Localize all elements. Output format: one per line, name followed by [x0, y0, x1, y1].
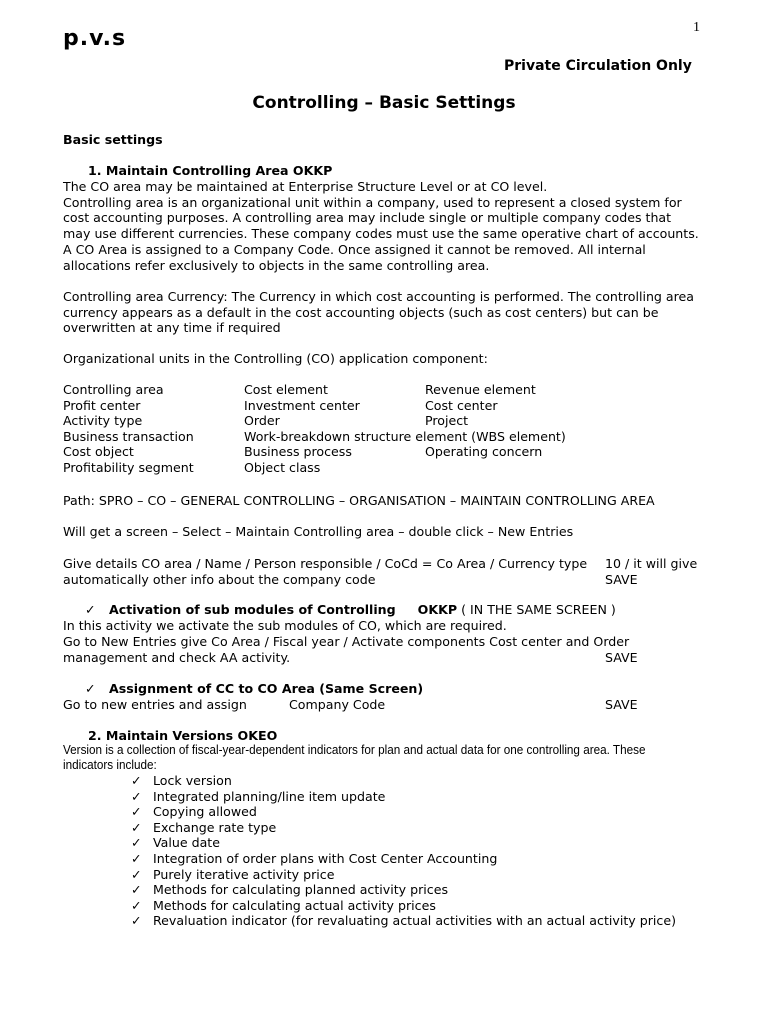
activation-text: management and check AA activity. — [63, 650, 291, 665]
list-item-label: Methods for calculating actual activity prices — [153, 897, 436, 913]
table-cell: Investment center — [244, 397, 360, 413]
save-label: SAVE — [605, 572, 638, 587]
list-item-label: Value date — [153, 835, 220, 851]
checkmark-icon: ✓ — [131, 913, 142, 929]
version-indicator-list — [131, 773, 676, 929]
table-row — [63, 413, 566, 429]
page-title: Controlling – Basic Settings — [252, 93, 516, 113]
table-cell: Project — [425, 413, 469, 428]
activation-line: In this activity we activate the sub modules of CO, which are required. — [63, 618, 507, 633]
paragraph-line: Controlling area is an organizational unit within a company, used to represent a closed system for — [63, 194, 682, 210]
checkmark-icon: ✓ — [131, 773, 142, 788]
table-cell: Cost center — [425, 397, 498, 413]
list-item — [131, 835, 676, 851]
checkmark-icon: ✓ — [85, 602, 96, 617]
details-line — [63, 572, 703, 588]
table-cell — [425, 460, 566, 476]
table-row — [63, 444, 566, 460]
assignment-line — [63, 697, 703, 713]
assignment-heading-title: Assignment of CC to CO Area (Same Screen) — [109, 681, 424, 696]
currency-paragraph — [63, 289, 694, 336]
table-row — [63, 429, 566, 445]
checkmark-icon: ✓ — [85, 681, 96, 696]
assignment-company-code: Company Code — [289, 697, 386, 712]
paragraph-line: A CO Area is assigned to a Company Code. Once assigned it cannot be removed. All internal — [63, 241, 646, 257]
list-item — [131, 851, 676, 867]
list-item — [131, 867, 676, 883]
table-cell: Profitability segment — [63, 459, 194, 475]
checkmark-icon: ✓ — [131, 866, 142, 882]
list-item-label: Exchange rate type — [153, 819, 277, 835]
table-cell: Cost element — [244, 382, 328, 397]
list-item — [131, 804, 676, 820]
table-cell: Object class — [244, 459, 321, 475]
org-units-intro: Organizational units in the Controlling (CO) application component: — [63, 351, 488, 366]
paragraph-line: may use different currencies. These company codes must use the same operative chart of accounts. — [63, 226, 699, 242]
details-line — [63, 556, 703, 572]
table-cell: Operating concern — [425, 444, 543, 459]
section-2-heading: 2. Maintain Versions OKEO — [88, 728, 278, 743]
paragraph-line: The CO area may be maintained at Enterprise Structure Level or at CO level. — [63, 179, 548, 194]
table-row — [63, 398, 566, 414]
table-cell: Business process — [244, 444, 352, 459]
org-units-table — [63, 382, 566, 475]
save-label: SAVE — [605, 697, 638, 712]
list-item — [131, 820, 676, 836]
list-item — [131, 898, 676, 914]
list-item — [131, 789, 676, 805]
list-item-label: Integrated planning/line item update — [153, 788, 386, 804]
table-row — [63, 460, 566, 476]
table-cell: Business transaction — [63, 428, 194, 444]
list-item — [131, 882, 676, 898]
list-item — [131, 913, 676, 929]
table-cell: Controlling area — [63, 382, 164, 397]
spro-path: Path: SPRO – CO – GENERAL CONTROLLING – ORGANISATION – MAINTAIN CONTROLLING AREA — [63, 493, 655, 508]
activation-heading — [85, 602, 616, 617]
list-item-label: Integration of order plans with Cost Center Accounting — [153, 850, 498, 866]
details-suffix: 10 / it will give — [605, 556, 698, 571]
brand-logo-text: p.v.s — [63, 26, 127, 51]
version-description: Version is a collection of fiscal-year-dependent indicators for plan and actual data for one controlling area. These indicators include: — [63, 743, 646, 772]
table-cell: Activity type — [63, 413, 143, 428]
list-item-label: Methods for calculating planned activity prices — [153, 882, 449, 898]
activation-heading-title: Activation of sub modules of Controlling — [109, 602, 396, 617]
paragraph-line: allocations refer exclusively to objects in the same controlling area. — [63, 257, 490, 273]
paragraph-line: overwritten at any time if required — [63, 320, 281, 336]
checkmark-icon: ✓ — [131, 897, 142, 913]
assignment-text: Go to new entries and assign — [63, 697, 247, 712]
screen-note: Will get a screen – Select – Maintain Controlling area – double click – New Entries — [63, 524, 574, 539]
paragraph-line: cost accounting purposes. A controlling area may include single or multiple company codes that — [63, 210, 672, 226]
list-item-label: Revaluation indicator (for revaluating actual activities with an actual activity price) — [153, 913, 676, 929]
checkmark-icon: ✓ — [131, 835, 142, 851]
section-1-paragraph — [63, 179, 699, 273]
save-label: SAVE — [605, 650, 638, 665]
assignment-heading — [85, 681, 423, 696]
paragraph-line: Controlling area Currency: The Currency in which cost accounting is performed. The controlling area — [63, 289, 695, 304]
activation-line: Go to New Entries give Co Area / Fiscal year / Activate components Cost center and Order — [63, 634, 630, 649]
section-1-heading: 1. Maintain Controlling Area OKKP — [88, 163, 333, 178]
list-item — [131, 773, 676, 789]
details-text: automatically other info about the company code — [63, 572, 376, 587]
checkmark-icon: ✓ — [131, 804, 142, 820]
table-cell: Profit center — [63, 397, 141, 413]
list-item-label: Lock version — [153, 773, 232, 788]
circulation-notice: Private Circulation Only — [504, 58, 692, 74]
details-text: Give details CO area / Name / Person responsible / CoCd = Co Area / Currency type — [63, 556, 588, 571]
checkmark-icon: ✓ — [131, 850, 142, 866]
checkmark-icon: ✓ — [131, 819, 142, 835]
list-item-label: Copying allowed — [153, 804, 257, 820]
table-row — [63, 382, 566, 398]
activation-heading-code: OKKP — [417, 602, 458, 617]
page-number: 1 — [693, 20, 700, 35]
table-cell: Revenue element — [425, 382, 536, 397]
table-cell: Work-breakdown structure element (WBS element) — [244, 428, 566, 444]
table-cell: Order — [244, 413, 280, 428]
checkmark-icon: ✓ — [131, 882, 142, 898]
table-cell: Cost object — [63, 444, 134, 459]
activation-line — [63, 650, 703, 666]
basic-settings-label: Basic settings — [63, 132, 163, 147]
paragraph-line: currency appears as a default in the cost accounting objects (such as cost centers) but can be — [63, 304, 659, 320]
checkmark-icon: ✓ — [131, 788, 142, 804]
list-item-label: Purely iterative activity price — [153, 866, 335, 882]
activation-heading-note: ( IN THE SAME SCREEN ) — [461, 602, 616, 617]
